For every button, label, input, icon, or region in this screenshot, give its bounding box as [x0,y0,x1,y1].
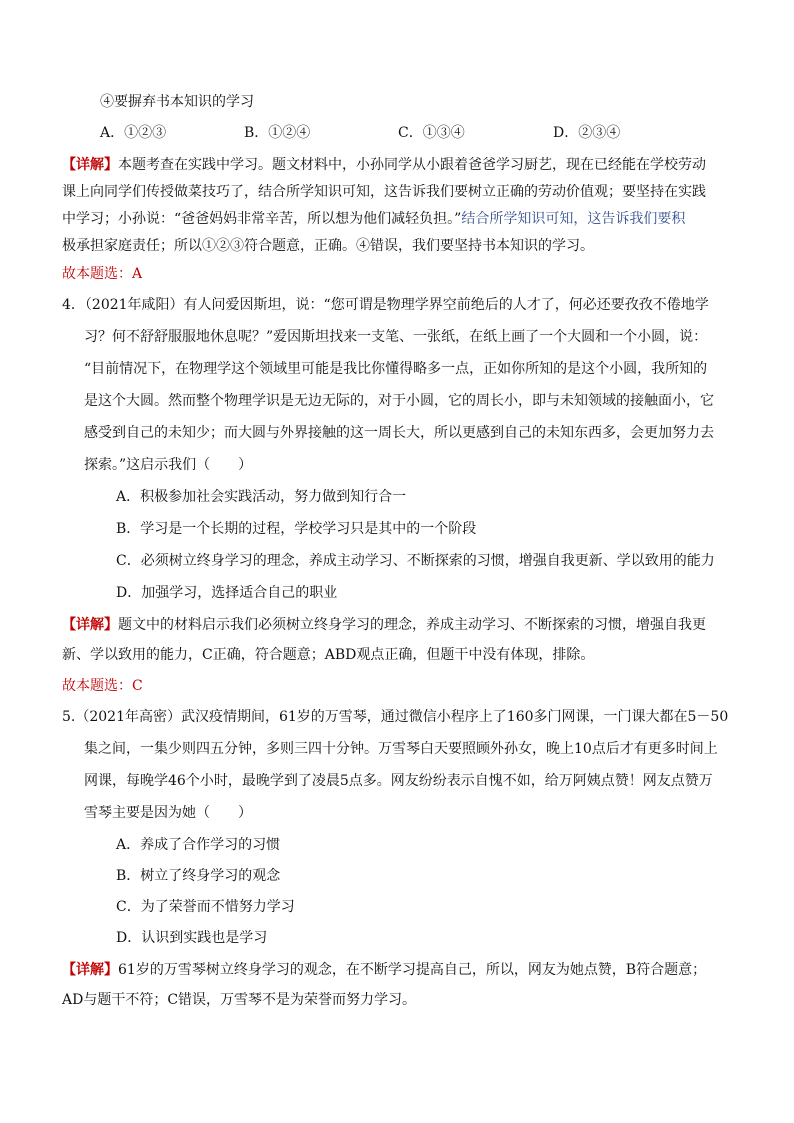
q4-detail-tag: 【详解】 [62,617,118,633]
q3-detail-line-4: 极承担家庭责任；所以①②③符合题意，正确。④错误，我们要坚持书本知识的学习。 [62,238,594,254]
q3-choice-b: B．①②④ [244,125,311,141]
q5-detail-line-2: AD与题干不符；C错误，万雪琴不是为荣誉而努力学习。 [62,992,417,1008]
q5-option-c: C．为了荣誉而不惜努力学习 [116,899,295,915]
q4-answer: 故本题选：C [62,678,143,694]
q4-stem-line-6: 探索。”这启示我们（ ） [84,457,253,473]
q5-detail-tag: 【详解】 [62,962,118,978]
q5-stem-line-3: 网课，每晚学46个小时，最晚学到了凌晨5点多。网友纷纷表示自愧不如，给万阿姨点赞！网友点赞万 [84,773,713,789]
q3-detail-line-1: 【详解】本题考查在实践中学习。题文材料中，小孙同学从小跟着爸爸学习厨艺，现在已经能在学校劳动 [62,157,706,173]
q4-option-d: D．加强学习，选择适合自己的职业 [116,585,338,601]
q4-option-b: B．学习是一个长期的过程，学校学习只是其中的一个阶段 [116,521,477,537]
q3-choice-d: D．②③④ [553,125,621,141]
q3-detail-line-2: 课上向同学们传授做菜技巧了，结合所学知识可知，这告诉我们要树立正确的劳动价值观；要坚持在实践 [62,184,706,200]
q5-stem-line-1: 5.（2021年高密）武汉疫情期间，61岁的万雪琴，通过微信小程序上了160多门网课，一门课大都在5－50 [62,709,729,725]
q5-stem-line-4: 雪琴主要是因为她（ ） [84,805,252,821]
q3-detail-tag: 【详解】 [62,157,118,173]
q4-stem-line-3: “目前情况下，在物理学这个领域里可能是我比你懂得略多一点，正如你所知的是这个小圆，我所知的 [84,361,708,377]
q4-stem-line-4: 是这个大圆。然而整个物理学识是无边无际的，对于小圆，它的周长小，即与未知领域的接触面小，它 [84,393,714,409]
q5-option-a: A．养成了合作学习的习惯 [116,837,281,853]
q4-stem-line-2: 习？何不舒舒服服地休息呢？”爱因斯坦找来一支笔、一张纸，在纸上画了一个大圆和一个小圆，说： [84,329,708,345]
q4-detail-line-2: 新、学以致用的能力，C正确，符合题意；ABD观点正确，但题干中没有体现，排除。 [62,647,595,663]
q5-option-d: D．认识到实践也是学习 [116,930,268,946]
q3-answer: 故本题选：A [62,266,143,282]
q3-detail-highlight: 结合所学知识可知，这告诉我们要积 [461,211,686,227]
q4-stem-line-1: 4．（2021年咸阳）有人问爱因斯坦，说：“您可谓是物理学界空前绝后的人才了，何必还要孜孜不倦地学 [62,297,709,313]
q4-option-a: A．积极参加社会实践活动，努力做到知行合一 [116,489,407,505]
q3-choice-c: C．①③④ [398,125,465,141]
q3-choice-a: A．①②③ [100,125,167,141]
q4-stem-line-5: 感受到自己的未知少；而大圆与外界接触的这一周长大，所以更感到自己的未知东西多，会更加努力去 [84,425,714,441]
q5-stem-line-2: 集之间，一集少则四五分钟，多则三四十分钟。万雪琴白天要照顾外孙女，晚上10点后才有更多时间上 [84,741,718,757]
q4-option-c: C．必须树立终身学习的理念，养成主动学习、不断探索的习惯，增强自我更新、学以致用的能力 [116,553,715,569]
q5-option-b: B．树立了终身学习的观念 [116,868,281,884]
q3-detail-line-3: 中学习；小孙说：“爸爸妈妈非常辛苦，所以想为他们减轻负担。”结合所学知识可知，这告诉我们要积 [62,211,686,227]
q4-detail-line-1: 【详解】题文中的材料启示我们必须树立终身学习的理念，养成主动学习、不断探索的习惯，增强自我更 [62,617,706,633]
q5-detail-line-1: 【详解】61岁的万雪琴树立终身学习的观念，在不断学习提高自己，所以，网友为她点赞，B符合题意； [62,962,707,978]
q3-option-4: ④要摒弃书本知识的学习 [100,94,254,110]
